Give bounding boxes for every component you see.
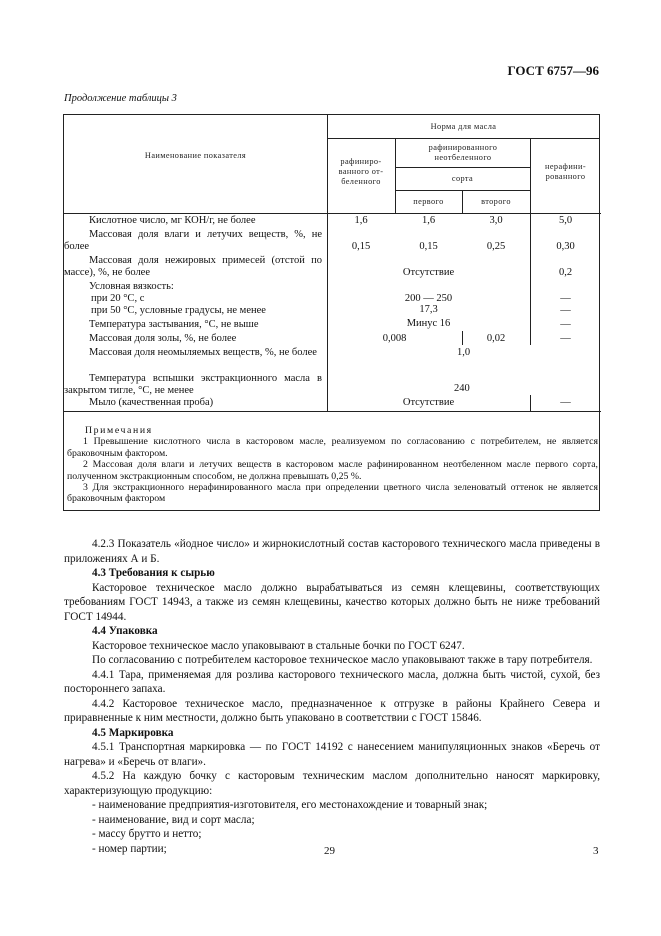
paragraph: Касторовое техническое масло упаковывают в стальные бочки по ГОСТ 6247. [92,639,465,652]
table-continuation-caption: Продолжение таблицы 3 [64,93,177,104]
note-item: 3 Для экстракционного нерафинированного масла при определении цветного числа зеленоватый оттенок не является браковочным фактором [67,482,598,505]
note-item: 1 Превышение кислотного числа в касторовом масле, реализуемом по согласованию с потребителем, не является браковочным фактором. [67,436,598,459]
list-item: - номер партии; [92,842,167,855]
header-divider [395,167,530,168]
header-divider [327,138,600,139]
page-number: 29 [324,845,335,857]
value-span: Отсутствие [402,267,455,278]
row-name: Мыло (качественная проба) [89,397,214,408]
value-second-grade: 0,02 [486,333,506,344]
value-span: Минус 16 [406,318,451,329]
grade-header: сорта [451,174,474,183]
paragraph: 4.5.1 Транспортная маркировка — по ГОСТ 14192 с нанесением манипуляционных знаков «Беречь от нагрева» и «Беречь от влаги». [64,741,600,768]
value-refined-bleached: 0,15 [351,241,371,252]
value-unrefined: — [560,319,571,330]
first-grade-header: первого [413,197,444,206]
row-name: Массовая доля неомыляемых веществ, %, не более [89,347,317,358]
value-span: 200 — 250 [404,293,453,304]
value-unrefined: — [560,333,571,344]
note-item: 2 Массовая доля влаги и летучих веществ в касторовом масле рафинированном неотбеленном масле первого сорта, полученном экстракционным способом, не должна превышать 0,25 %. [67,459,598,482]
row-name: Массовая доля золы, %, не более [89,333,237,344]
value-refined-span: 0,008 [382,333,407,344]
value-span-all: 1,0 [457,347,471,358]
list-item: - массу брутто и нетто; [92,828,202,840]
section-heading: 4.3 Требования к сырью [92,567,215,579]
sheet-number: 3 [593,845,599,857]
row-name: Температура вспышки экстракционного масла в закрытом тигле, °С, не менее [64,373,322,396]
value-unrefined: — [560,305,571,316]
value-first-grade: 0,15 [419,241,438,252]
section-heading: 4.5 Маркировка [92,726,174,739]
indicator-header: Наименование показателя [144,151,247,160]
value-unrefined: — [560,397,571,408]
row-name: Массовая доля влаги и летучих веществ, %, не более [64,229,322,252]
notes-rule [64,411,601,412]
row-name: при 50 °С, условные градусы, не менее [91,305,266,316]
table-notes [64,425,601,505]
paragraph: 4.4.2 Касторовое техническое масло, предназначенное к отгрузке в районы Крайнего Севера и приравненные к ним местности, должно быть упаковано в соответствии с ГОСТ 15846. [64,697,600,724]
value-span: Отсутствие [402,397,455,408]
paragraph: Касторовое техническое масло должно вырабатываться из семян клещевины, соответствующих требованиям ГОСТ 14943, а также из семян клещевины, качество которых должно быть не ниже требований ГОСТ 14944. [64,581,600,623]
header-bottom-rule [64,213,601,214]
value-second-grade: 0,25 [486,241,506,252]
specification-table [63,114,600,511]
norm-header: Норма для масла [430,122,497,131]
col-divider [327,115,328,411]
refined-bleached-header: рафиниро-ванного от-беленного [338,157,384,186]
value-refined-bleached: 1,6 [354,215,368,226]
second-grade-header: второго [481,197,511,206]
value-second-grade: 3,0 [489,215,503,226]
paragraph: 4.5.2 На каждую бочку с касторовым техническим маслом дополнительно наносят маркировку, характеризующую продукцию: [64,770,600,797]
list-item: - наименование, вид и сорт масла; [92,813,255,826]
notes-title: Примечания [85,425,153,436]
header-divider [530,138,531,213]
row-name: Массовая доля нежировых примесей (отстой по массе), %, не более [64,255,322,278]
row-name: Температура застывания, °С, не выше [89,319,259,330]
row-name: Кислотное число, мг КОН/г, не более [89,215,256,226]
value-unrefined: 0,2 [558,267,573,278]
value-unrefined: 0,30 [556,241,575,252]
row-name: при 20 °С, с [91,293,145,304]
paragraph: 4.2.3 Показатель «йодное число» и жирнокислотный состав касторового технического масла приведены в приложениях А и Б. [64,538,600,565]
paragraph: По согласованию с потребителем касторовое техническое масло упаковывают также в тару потребителя. [92,654,593,666]
document-code: ГОСТ 6757—96 [507,63,599,78]
value-first-grade: 1,6 [421,215,436,226]
refined-unbleached-header: рафинированного неотбеленного [428,143,498,162]
body-text [64,537,600,856]
paragraph: 4.4.1 Тара, применяемая для розлива касторового технического масла, должна быть чистой, сухой, без постороннего запаха. [64,668,600,695]
value-unrefined: 5,0 [558,215,573,226]
value-span-all: 240 [454,383,470,394]
unrefined-header: нерафини-рованного [544,162,586,181]
value-unrefined: — [560,293,571,304]
section-heading: 4.4 Упаковка [92,625,158,637]
value-span: 17,3 [419,304,438,315]
list-item: - наименование предприятия-изготовителя, его местонахождение и товарный знак; [92,799,488,811]
row-name: Условная вязкость: [89,281,174,292]
